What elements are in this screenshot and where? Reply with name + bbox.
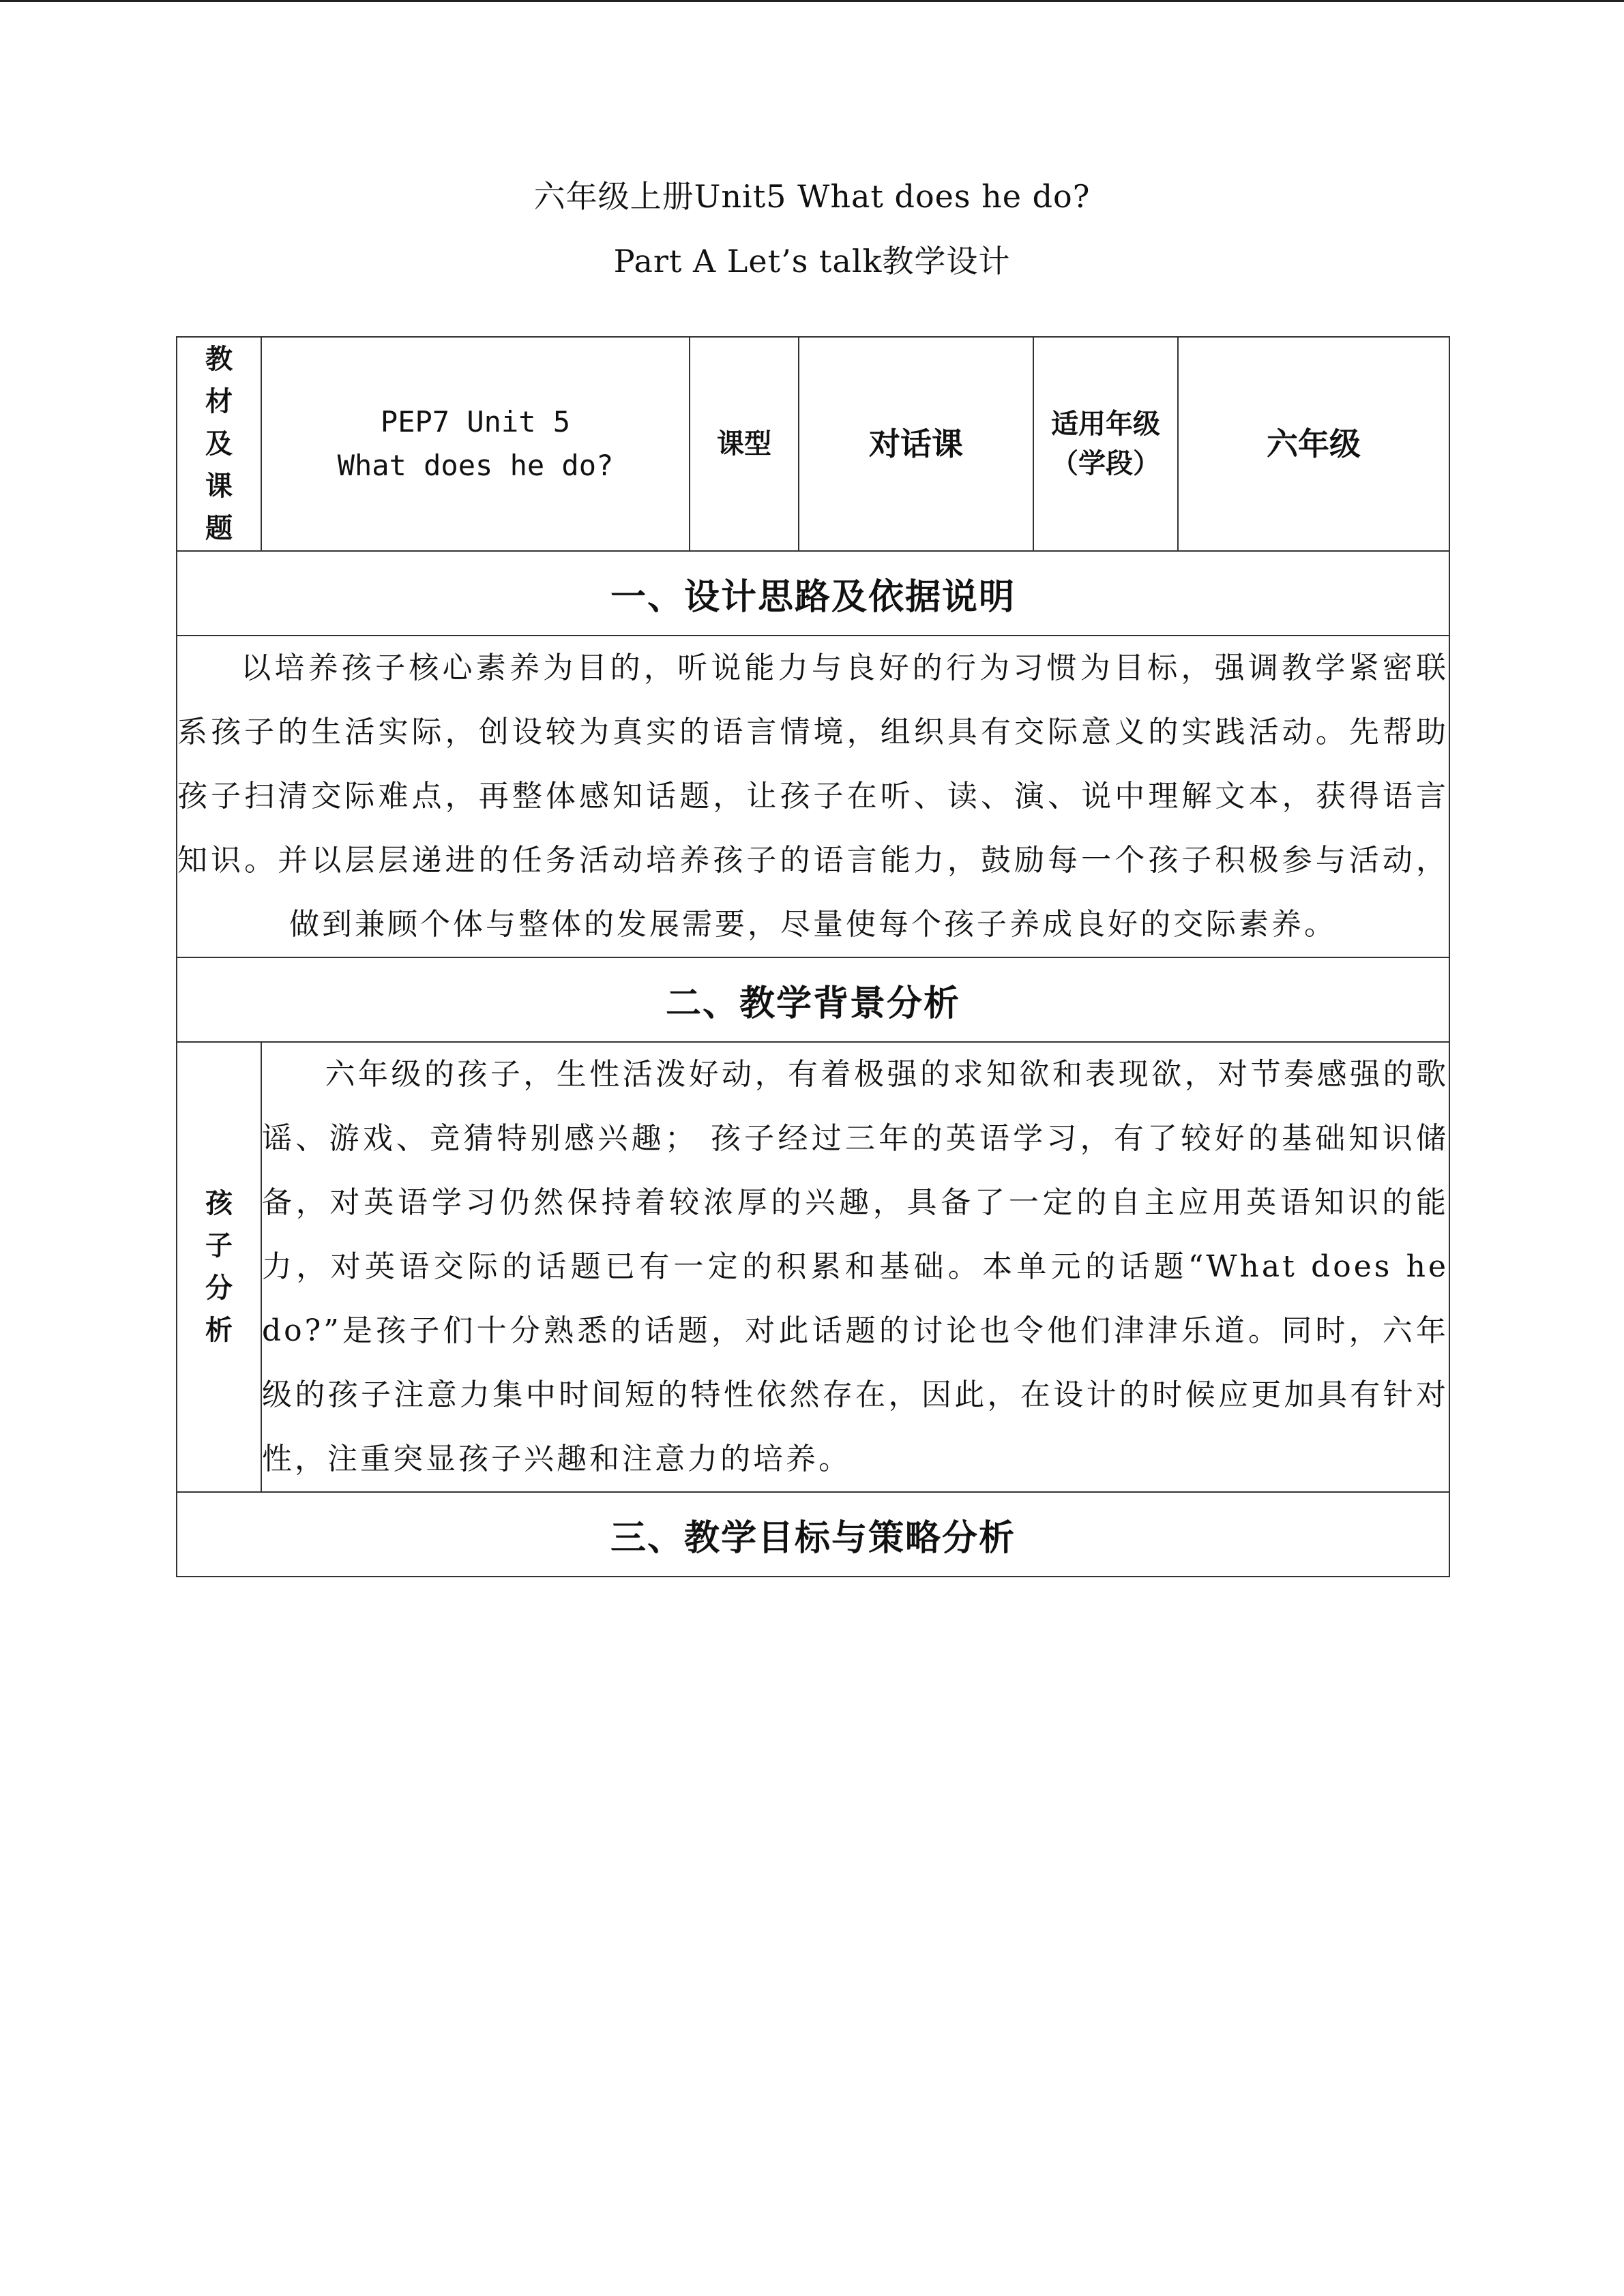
course-cell bbox=[261, 337, 690, 551]
material-label-char: 题 bbox=[205, 512, 233, 544]
section1-body-cell bbox=[177, 636, 1449, 957]
grade-value: 六年级 bbox=[1178, 337, 1449, 551]
section2-heading-row bbox=[177, 957, 1449, 1042]
document-subtitle: Part A Let’s talk教学设计 bbox=[613, 243, 1011, 280]
lesson-type-label: 课型 bbox=[690, 337, 799, 551]
section1-heading: 一、设计思路及依据说明 bbox=[177, 551, 1449, 636]
page-top-border bbox=[0, 0, 1624, 2]
grade-label-line1: 适用年级 bbox=[1051, 408, 1160, 440]
section2-heading: 二、教学背景分析 bbox=[177, 957, 1449, 1042]
document-title: 六年级上册Unit5 What does he do? bbox=[533, 178, 1091, 215]
section2-body-cell bbox=[261, 1042, 1449, 1492]
student-analysis-label-char: 子 bbox=[205, 1229, 233, 1262]
lesson-type-value: 对话课 bbox=[799, 337, 1033, 551]
section1-body-row bbox=[177, 636, 1449, 957]
info-row bbox=[177, 337, 1449, 551]
material-label-char: 材 bbox=[205, 385, 233, 417]
section1-heading-row bbox=[177, 551, 1449, 636]
material-label-char: 教 bbox=[205, 343, 233, 375]
section1-body: 以培养孩子核心素养为目的，听说能力与良好的行为习惯为目标，强调教学紧密联系孩子的生活实际，创设较为真实的语言情境，组织具有交际意义的实践活动。先帮助孩子扫清交际难点，再整体感知话题，让孩子在听、读、演、说中理解文本，获得语言知识。并以层层递进的任务活动培养孩子的语言能力，鼓励每一个孩子积极参与活动，做到兼顾个体与整体的发展需要，尽量使每个孩子养成良好的交际素养。 bbox=[177, 651, 1449, 942]
section2-body-row bbox=[177, 1042, 1449, 1492]
section3-heading-row bbox=[177, 1492, 1449, 1577]
material-label-char: 课 bbox=[205, 470, 233, 502]
lesson-plan-table bbox=[176, 336, 1450, 1577]
student-analysis-label-char: 析 bbox=[205, 1314, 233, 1346]
section3-heading: 三、教学目标与策略分析 bbox=[177, 1492, 1449, 1577]
material-label-char: 及 bbox=[205, 428, 233, 460]
course-unit: PEP7 Unit 5 bbox=[380, 405, 571, 438]
student-analysis-label-char: 分 bbox=[205, 1272, 233, 1304]
course-title: What does he do? bbox=[337, 449, 614, 482]
student-analysis-label-cell bbox=[177, 1042, 261, 1492]
material-label-cell bbox=[177, 337, 261, 551]
section2-body: 六年级的孩子，生性活泼好动，有着极强的求知欲和表现欲，对节奏感强的歌谣、游戏、竞猜特别感兴趣； 孩子经过三年的英语学习，有了较好的基础知识储备，对英语学习仍然保持着较浓厚的兴趣，具备了一定的自主应用英语知识的能力，对英语交际的话题已有一定的积累和基础。本单元的话题“What does he do?”是孩子们十分熟悉的话题，对此话题的讨论也令他们津津乐道。同时，六年级的孩子注意力集中时间短的特性依然存在，因此，在设计的时候应更加具有针对性，注重突显孩子兴趣和注意力的培养。 bbox=[262, 1057, 1449, 1476]
grade-label-line2: （学段） bbox=[1051, 447, 1160, 479]
grade-label-cell bbox=[1033, 337, 1178, 551]
student-analysis-label-char: 孩 bbox=[205, 1187, 233, 1219]
